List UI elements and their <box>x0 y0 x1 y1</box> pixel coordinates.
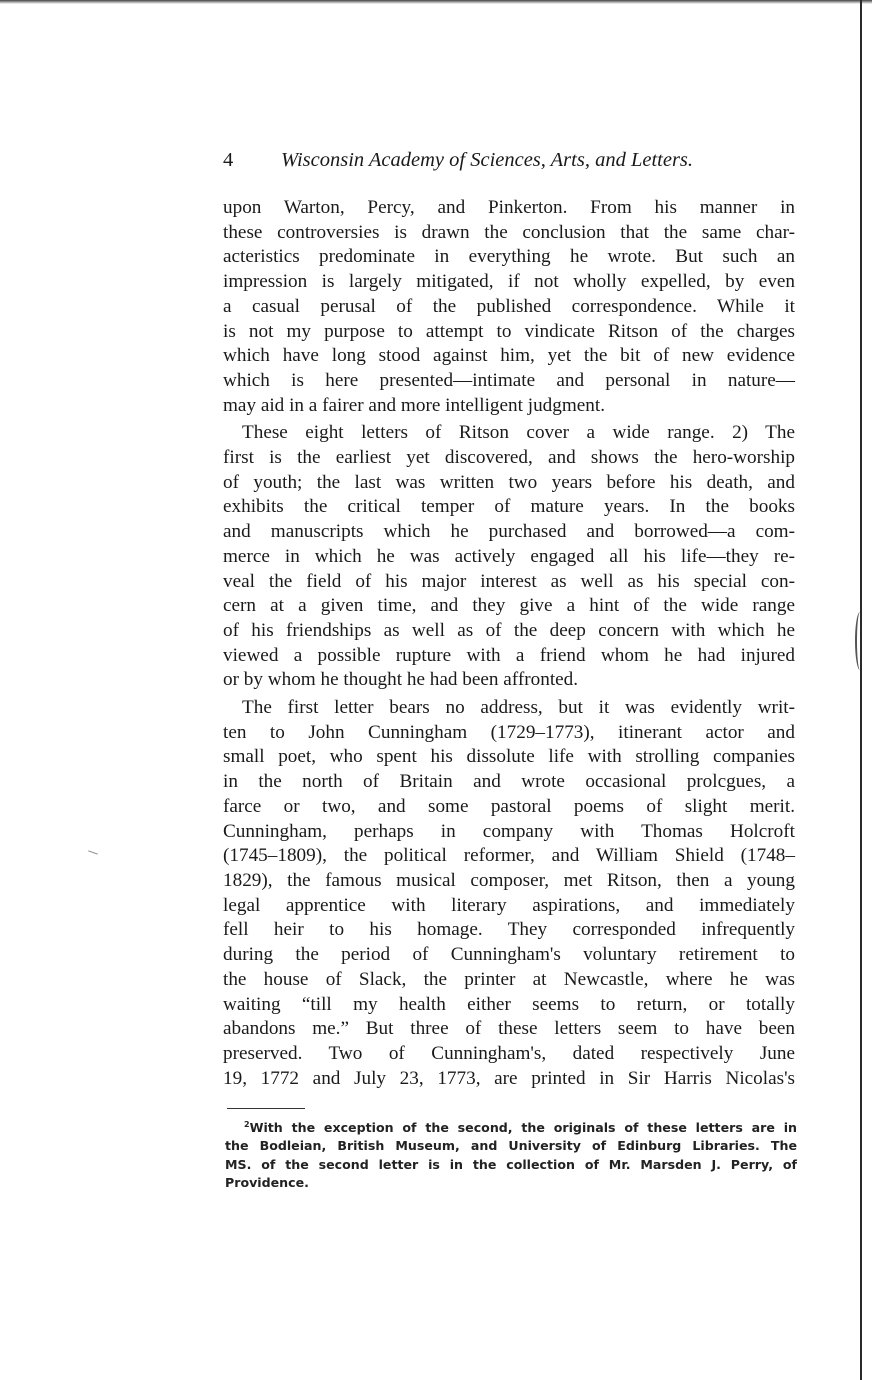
margin-bracket-mark <box>855 612 865 670</box>
footnote-marker: 2 <box>244 1120 250 1129</box>
text-line: first is the earliest yet discovered, and shows the hero-worship <box>223 447 795 469</box>
margin-tick-mark <box>88 850 98 854</box>
text-line: a casual perusal of the published correspondence. While it <box>223 295 795 317</box>
text-line: 19, 1772 and July 23, 1773, are printed in Sir Harris Nicolas's <box>223 1067 795 1089</box>
footnote-line <box>225 1116 797 1137</box>
text-line: Cunningham, perhaps in company with Thomas Holcroft <box>223 820 795 842</box>
text-line: preserved. Two of Cunningham's, dated respectively June <box>223 1042 795 1064</box>
text-line: (1745–1809), the political reformer, and William Shield (1748– <box>223 845 795 867</box>
text-line: the house of Slack, the printer at Newcastle, where he was <box>223 968 795 990</box>
text-line: which is here presented—intimate and personal in nature— <box>223 369 795 391</box>
text-line: exhibits the critical temper of mature years. In the books <box>223 496 795 518</box>
text-line: 1829), the famous musical composer, met Ritson, then a young <box>223 869 795 891</box>
text-line: in the north of Britain and wrote occasional prolcgues, a <box>223 771 795 793</box>
text-line: merce in which he was actively engaged all his life—they re- <box>223 545 795 567</box>
paragraph-3 <box>223 696 795 1091</box>
text-line: upon Warton, Percy, and Pinkerton. From his manner in <box>223 197 795 218</box>
text-line: The first letter bears no address, but it was evidently writ- <box>242 697 795 719</box>
text-line: veal the field of his major interest as well as his special con- <box>223 570 795 592</box>
text-line: fell heir to his homage. They corresponded infrequently <box>223 919 795 941</box>
page-top-edge <box>0 0 872 4</box>
text-line: of youth; the last was written two years before his death, and <box>223 471 795 493</box>
text-line: and manuscripts which he purchased and borrowed—a com- <box>223 521 795 543</box>
text-line: is not my purpose to attempt to vindicate Ritson of the charges <box>223 320 795 342</box>
text-line: viewed a possible rupture with a friend whom he had injured <box>223 644 795 666</box>
footnote-line: MS. of the second letter is in the collection of Mr. Marsden J. Perry, of <box>225 1156 797 1172</box>
text-line: ten to John Cunningham (1729–1773), itinerant actor and <box>223 721 795 743</box>
text-line: These eight letters of Ritson cover a wide range. 2) The <box>242 422 795 444</box>
text-line: waiting “till my health either seems to return, or totally <box>223 993 795 1015</box>
text-line: farce or two, and some pastoral poems of slight merit. <box>223 795 795 817</box>
text-line: legal apprentice with literary aspirations, and immediately <box>223 894 795 916</box>
text-line: of his friendships as well as of the deep concern with which he <box>223 619 795 641</box>
text-line: during the period of Cunningham's voluntary retirement to <box>223 944 795 966</box>
text-line: acteristics predominate in everything he wrote. But such an <box>223 246 795 268</box>
text-line: small poet, who spent his dissolute life with strolling companies <box>223 746 795 768</box>
running-header <box>223 147 795 173</box>
footnote-line-text: With the exception of the second, the originals of these letters are in <box>249 1120 797 1136</box>
page-border <box>860 0 862 1380</box>
body-text <box>223 196 795 1094</box>
text-line: which have long stood against him, yet the bit of new evidence <box>223 345 795 367</box>
text-line: abandons me.” But three of these letters seem to have been <box>223 1018 795 1040</box>
footnote-line: the Bodleian, British Museum, and University of Edinburg Libraries. The <box>225 1138 797 1154</box>
paragraph-2 <box>223 421 795 693</box>
footnote-line: Providence. <box>225 1174 309 1190</box>
text-line: cern at a given time, and they give a hint of the wide range <box>223 595 795 617</box>
footnote <box>225 1116 797 1192</box>
text-line: may aid in a fairer and more intelligent judgment. <box>223 394 606 416</box>
footnote-rule <box>227 1108 305 1109</box>
text-line: or by whom he thought he had been affronted. <box>223 669 579 691</box>
page-number: 4 <box>223 149 234 171</box>
text-line: these controversies is drawn the conclusion that the same char- <box>223 221 795 243</box>
text-line: impression is largely mitigated, if not wholly expelled, by even <box>223 271 795 293</box>
paragraph-1 <box>223 196 795 418</box>
running-title: Wisconsin Academy of Sciences, Arts, and Letters. <box>281 149 694 171</box>
